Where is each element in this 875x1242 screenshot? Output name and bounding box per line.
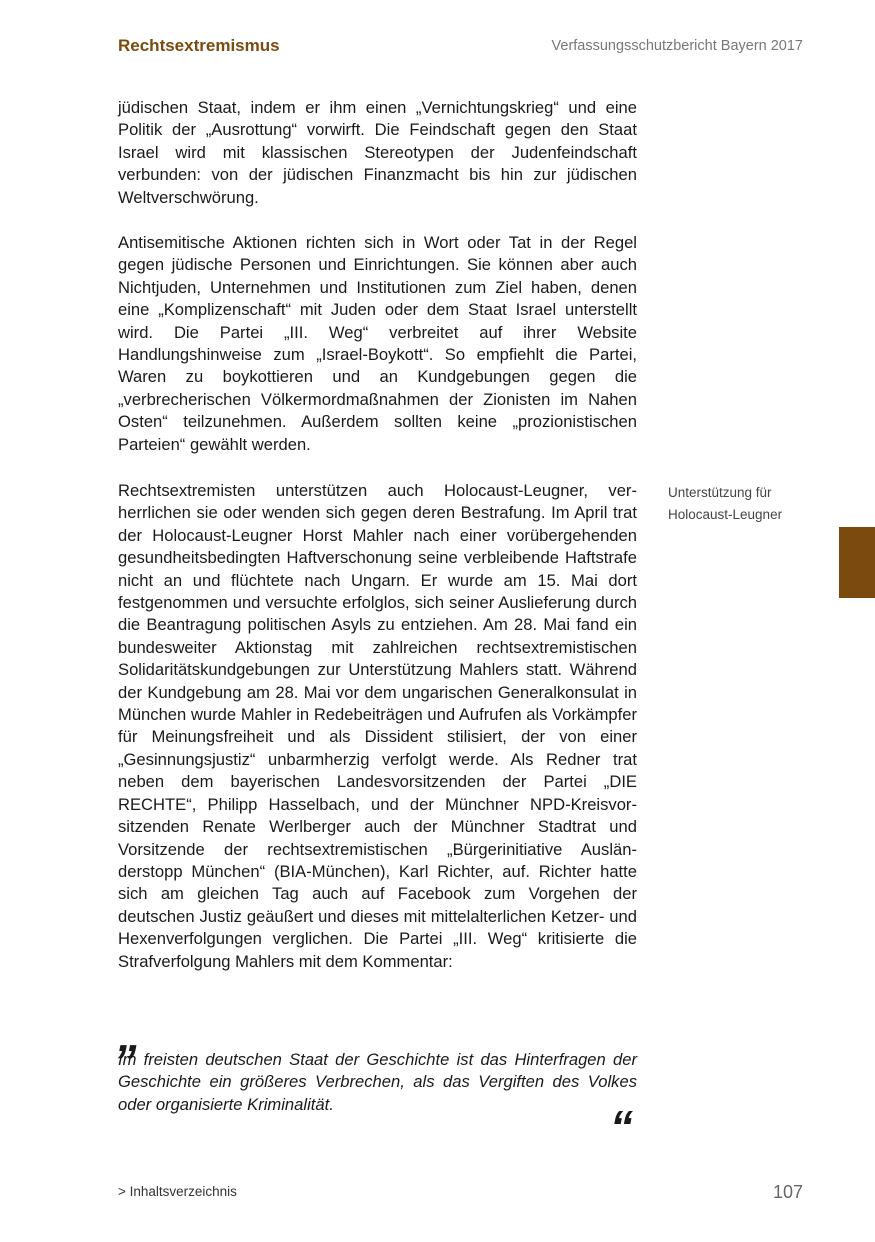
paragraph-text: Antisemitische Aktionen richten sich in Wort oder Tat in der Regel gegen jüdische Personen und Einrichtungen. Sie können aber auch Nichtjuden, Unternehmen und Institutionen zum Ziel haben, denen eine „Komplizenschaft“ mit Juden oder dem Staat Israel unterstellt wird. Die Partei „III. Weg“ verbreitet auf ihrer Website Handlungshinweise zum „Israel-Boykott“. So empfiehlt die Partei, Waren zu boykottieren und an Kundgebungen gegen die „verbrecherischen Völkermordmaßnahmen der Zionisten im Nahen Osten“ teilzunehmen. Außerdem sollten keine „prozionistischen Parteien“ gewählt werden. [118, 233, 637, 454]
body-paragraph-1 [118, 97, 637, 209]
publication-title: Verfassungsschutzbericht Bayern 2017 [551, 38, 803, 54]
paragraph-text: Rechtsextremisten unterstützen auch Holocaust-Leugner, verherrlichen sie oder wenden sich gegen deren Bestrafung. Im April trat der Holocaust-Leugner Horst Mahler nach einer vorübergehenden gesundheitsbedingten Haftverschonung seine verbleibende Haftstrafe nicht an und flüchtete nach Ungarn. Er wurde am 15. Mai dort festgenommen und versuchte erfolglos, sich seiner Auslieferung durch die Beantragung politischen Asyls zu entziehen. Am 28. Mai fand ein bundesweiter Aktionstag mit zahlreichen rechtsextremistischen Solidaritätskundgebungen zur Unterstützung Mahlers statt. Während der Kundgebung am 28. Mai vor dem ungarischen Generalkonsulat in München wurde Mahler in Redebeiträgen und Aufrufen als Vorkämpfer für Meinungsfreiheit und als Dissident stilisiert, der von einer „Gesinnungsjustiz“ unbarmherzig verfolgt werde. Als Redner trat neben dem bayerischen Landesvorsitzenden der Partei „DIE RECHTE“, Philipp Hasselbach, und der Münchner NPD-Kreisvorsitzenden Renate Werlberger auch der Münchner Stadtrat und Vorsitzende der rechtsextremistischen „Bürgerinitiative Ausländerstopp München“ (BIA-München), Karl Richter, auf. Richter hatte sich am gleichen Tag auch auf Facebook zum Vorgehen der deutschen Justiz geäußert und dieses mit mittelalterlichen Ketzer- und Hexenverfolgungen verglichen. Die Partei „III. Weg“ kritisierte die Strafverfolgung Mahlers mit dem Kommentar: [118, 481, 637, 971]
page-number: 107 [772, 1182, 803, 1202]
body-paragraph-2 [118, 232, 637, 456]
quote-text: Im freisten deutschen Staat der Geschichte ist das Hinterfragen der Geschichte ein größeres Verbrechen, als das Vergiften des Volkes oder organisierte Kriminalität. [118, 1050, 637, 1114]
margin-note: Unterstützung für Holocaust-Leugner [668, 485, 783, 522]
paragraph-text: jüdischen Staat, indem er ihm einen „Vernichtungskrieg“ und eine Politik der „Ausrottung“ vorwirft. Die Feindschaft gegen den Staat Israel wird mit klassischen Stereotypen der Judenfeindschaft verbunden: von der jüdischen Finanzmacht bis hin zur jüdischen Weltverschwörung. [118, 98, 637, 207]
body-paragraph-3 [118, 480, 637, 973]
section-title: Rechtsextremismus [118, 36, 280, 55]
table-of-contents-link[interactable]: > Inhaltsverzeichnis [118, 1184, 237, 1199]
chapter-thumb-tab [839, 527, 875, 598]
opening-quote-mark: „ [118, 1009, 138, 1061]
closing-quote-mark: “ [610, 1101, 630, 1153]
